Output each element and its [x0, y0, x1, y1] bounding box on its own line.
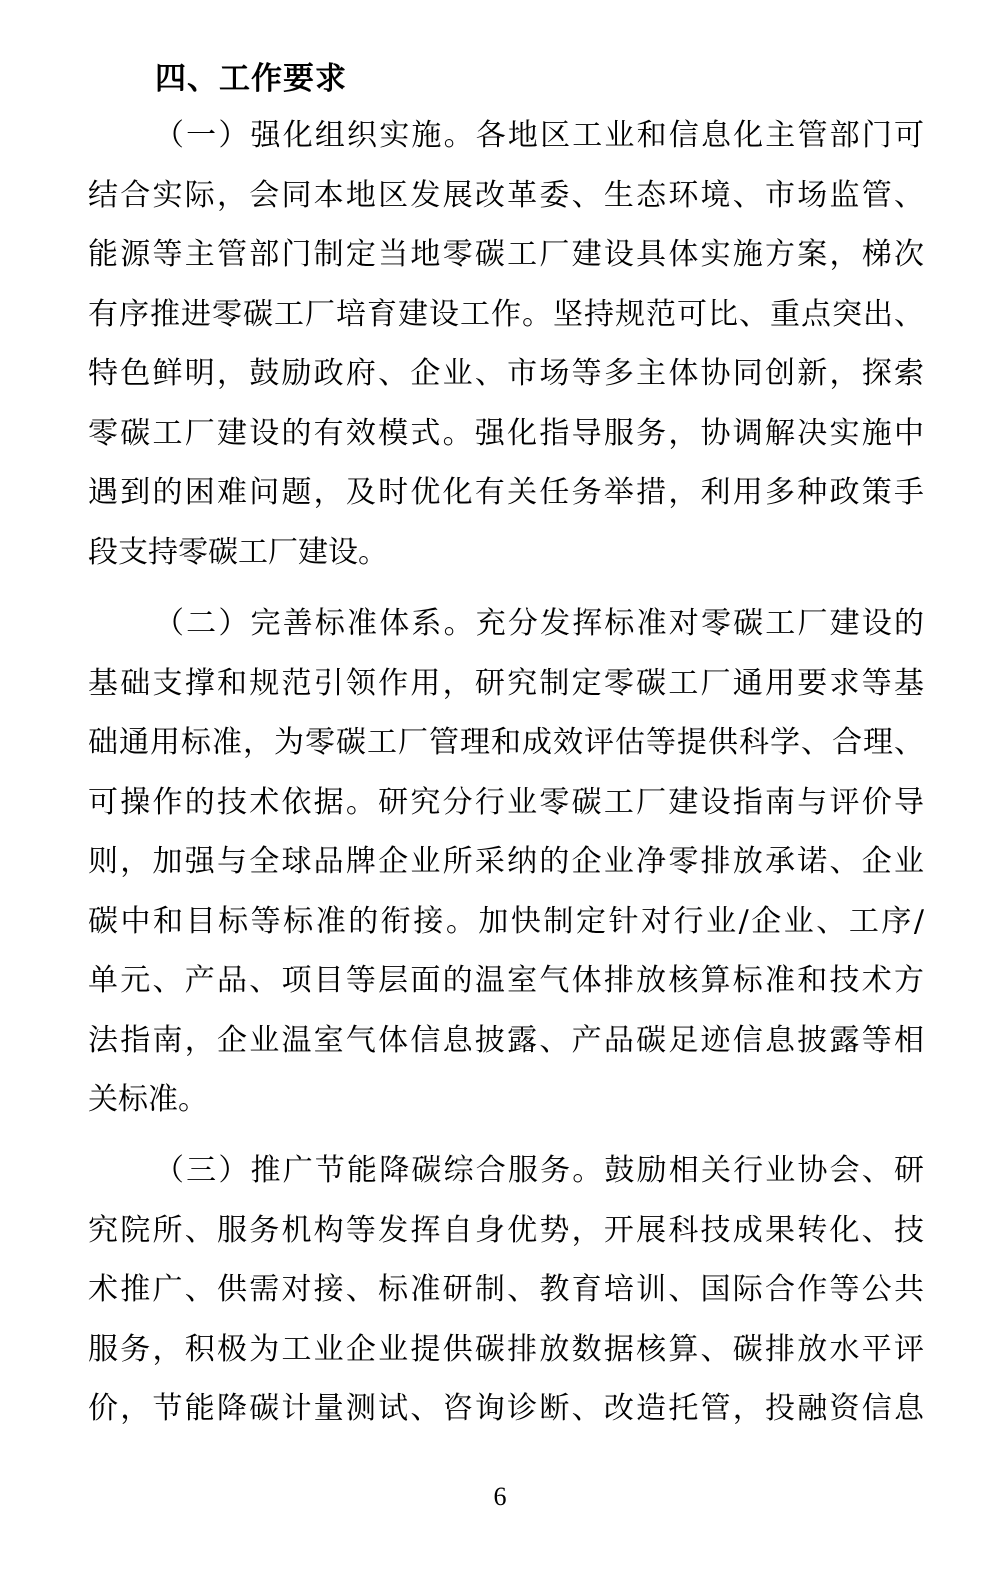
- section-heading: 四、工作要求: [155, 61, 347, 97]
- paragraph-line: 能源等主管部门制定当地零碳工厂建设具体实施方案，梯次: [88, 237, 924, 272]
- paragraph-line: 究院所、服务机构等发挥自身优势，开展科技成果转化、技: [88, 1212, 924, 1248]
- paragraph-line: 碳中和目标等标准的衔接。加快制定针对行业/企业、工序/: [88, 903, 924, 939]
- paragraph-line: 术推广、供需对接、标准研制、教育培训、国际合作等公共: [88, 1272, 924, 1307]
- paragraph-organization: [88, 106, 924, 582]
- paragraph-line: 段支持零碳工厂建设。: [88, 534, 388, 570]
- paragraph-line: 零碳工厂建设的有效模式。强化指导服务，协调解决实施中: [88, 415, 924, 451]
- paragraph-line: 价，节能降碳计量测试、咨询诊断、改造托管，投融资信息: [88, 1391, 924, 1426]
- paragraph-line: 单元、产品、项目等层面的温室气体排放核算标准和技术方: [88, 963, 924, 998]
- paragraph-line: 特色鲜明，鼓励政府、企业、市场等多主体协同创新，探索: [88, 356, 924, 391]
- paragraph-line: 遇到的困难问题，及时优化有关任务举措，利用多种政策手: [88, 475, 924, 510]
- paragraph-line: 服务，积极为工业企业提供碳排放数据核算、碳排放水平评: [88, 1331, 924, 1367]
- paragraph-line: 基础支撑和规范引领作用，研究制定零碳工厂通用要求等基: [88, 665, 924, 701]
- paragraph-standards: [88, 594, 924, 1130]
- paragraph-line: 可操作的技术依据。研究分行业零碳工厂建设指南与评价导: [88, 784, 924, 820]
- paragraph-line: 结合实际，会同本地区发展改革委、生态环境、市场监管、: [88, 177, 924, 213]
- paragraph-services: [88, 1141, 924, 1439]
- paragraph-line: （三）推广节能降碳综合服务。鼓励相关行业协会、研: [154, 1153, 924, 1188]
- paragraph-line: 法指南，企业温室气体信息披露、产品碳足迹信息披露等相: [88, 1022, 924, 1058]
- paragraph-line: 关标准。: [88, 1082, 208, 1117]
- paragraph-line: 有序推进零碳工厂培育建设工作。坚持规范可比、重点突出、: [88, 296, 924, 332]
- paragraph-line: （一）强化组织实施。各地区工业和信息化主管部门可: [154, 118, 924, 153]
- paragraph-line: 则，加强与全球品牌企业所采纳的企业净零排放承诺、企业: [88, 844, 924, 879]
- page-number: 6: [493, 1482, 507, 1511]
- paragraph-line: （二）完善标准体系。充分发挥标准对零碳工厂建设的: [154, 606, 924, 641]
- paragraph-line: 础通用标准，为零碳工厂管理和成效评估等提供科学、合理、: [88, 725, 924, 760]
